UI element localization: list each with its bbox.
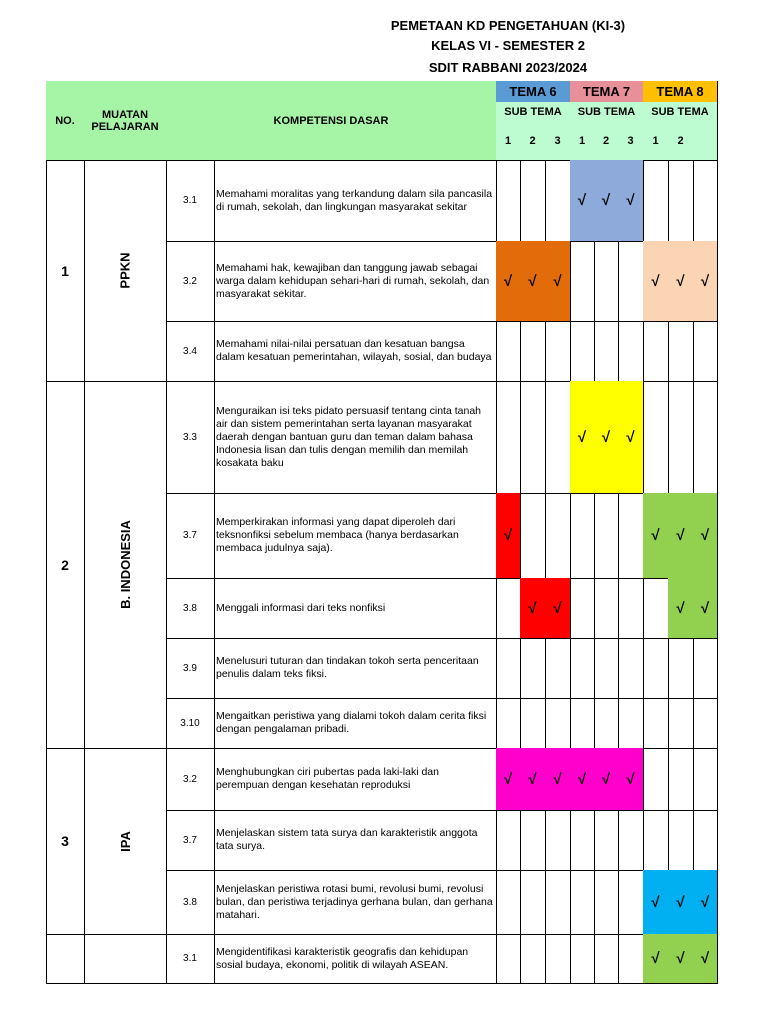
empty-cell [643,638,669,699]
empty-cell [520,321,546,382]
empty-cell [545,381,571,494]
empty-cell [496,638,521,699]
empty-cell [668,160,694,242]
sub-tema-number [693,121,718,161]
subject-label: PPKN [117,252,133,289]
kd-description: Memahami nilai-nilai persatuan dan kesatuan bangsa dalam kesatuan pemerintahan, wilayah, sosial, dan budaya [214,321,497,382]
empty-cell [668,381,694,494]
kd-code: 3.2 [166,748,215,811]
empty-cell [693,321,718,382]
kd-description: Mengaitkan peristiwa yang dialami tokoh dalam cerita fiksi dengan pengalaman pribadi. [214,698,497,749]
kd-code: 3.1 [166,160,215,242]
empty-cell [496,578,521,639]
check-mark: √ [496,748,521,811]
subject-name [84,160,167,382]
kd-description: Menjelaskan peristiwa rotasi bumi, revolusi bumi, revolusi bulan, dan peristiwa terjadinya gerhana bulan, dan gerhana matahari. [214,870,497,935]
check-mark: √ [693,241,718,322]
check-mark: √ [594,160,619,242]
empty-cell [520,934,546,984]
subject-name [84,934,167,984]
group-number [46,934,85,984]
empty-cell [520,870,546,935]
column-header-muatan: MUATAN PELAJARAN [84,81,167,161]
group-number: 3 [46,748,85,935]
check-mark: √ [693,578,718,639]
empty-cell [643,321,669,382]
group-number: 1 [46,160,85,382]
empty-cell [668,810,694,871]
empty-cell [618,698,644,749]
empty-cell [594,810,619,871]
empty-cell [520,638,546,699]
check-mark: √ [594,748,619,811]
kd-description: Memahami moralitas yang terkandung dalam sila pancasila di rumah, sekolah, dan lingkungan masyarakat sekitar [214,160,497,242]
empty-cell [618,321,644,382]
sub-tema-number: 1 [570,121,595,161]
empty-cell [643,381,669,494]
kd-description: Mengidentifikasi karakteristik geografis dan kehidupan sosial budaya, ekonomi, politik di wilayah ASEAN. [214,934,497,984]
tema-header: TEMA 6 [496,81,571,103]
empty-cell [545,638,571,699]
sub-tema-number: 3 [545,121,571,161]
group-number: 2 [46,381,85,749]
empty-cell [643,698,669,749]
empty-cell [570,493,595,579]
empty-cell [570,810,595,871]
kd-description: Menghubungkan ciri pubertas pada laki-laki dan perempuan dengan kesehatan reproduksi [214,748,497,811]
empty-cell [618,578,644,639]
empty-cell [668,748,694,811]
tema-header: TEMA 7 [570,81,644,103]
sub-tema-header: SUB TEMA [570,102,644,122]
empty-cell [545,810,571,871]
check-mark: √ [693,934,718,984]
empty-cell [668,698,694,749]
kd-code: 3.2 [166,241,215,322]
empty-cell [693,748,718,811]
check-mark: √ [520,578,546,639]
column-header-no: NO. [46,81,85,161]
check-mark: √ [520,241,546,322]
empty-cell [570,578,595,639]
check-mark: √ [643,241,669,322]
empty-cell [594,578,619,639]
empty-cell [643,810,669,871]
check-mark: √ [693,870,718,935]
empty-cell [618,934,644,984]
empty-cell [643,160,669,242]
column-header-kompetensi: KOMPETENSI DASAR [166,81,497,161]
empty-cell [496,160,521,242]
class-semester-label: KELAS VI - SEMESTER 2 [431,38,585,53]
empty-cell [570,870,595,935]
empty-cell [496,381,521,494]
check-mark: √ [643,493,669,579]
check-mark: √ [545,578,571,639]
empty-cell [496,698,521,749]
empty-cell [693,810,718,871]
empty-cell [618,241,644,322]
tema-header: TEMA 8 [643,81,718,103]
empty-cell [496,870,521,935]
check-mark: √ [618,381,644,494]
empty-cell [496,810,521,871]
school-year-label: SDIT RABBANI 2023/2024 [428,60,588,75]
kd-code: 3.3 [166,381,215,494]
empty-cell [693,638,718,699]
check-mark: √ [545,241,571,322]
kd-code: 3.8 [166,578,215,639]
check-mark: √ [643,934,669,984]
empty-cell [570,321,595,382]
empty-cell [693,160,718,242]
empty-cell [594,493,619,579]
empty-cell [545,934,571,984]
check-mark: √ [570,381,595,494]
sub-tema-number: 2 [594,121,619,161]
empty-cell [545,870,571,935]
empty-cell [570,638,595,699]
empty-cell [545,698,571,749]
sub-tema-header: SUB TEMA [496,102,571,122]
kd-code: 3.7 [166,810,215,871]
empty-cell [545,321,571,382]
empty-cell [520,493,546,579]
check-mark: √ [594,381,619,494]
empty-cell [594,934,619,984]
kd-code: 3.10 [166,698,215,749]
kd-description: Menjelaskan sistem tata surya dan karakteristik anggota tata surya. [214,810,497,871]
empty-cell [545,160,571,242]
kd-description: Menelusuri tuturan dan tindakan tokoh serta penceritaan penulis dalam teks fiksi. [214,638,497,699]
empty-cell [668,321,694,382]
check-mark: √ [570,160,595,242]
kd-code: 3.8 [166,870,215,935]
subject-label: IPA [117,830,133,852]
check-mark: √ [668,934,694,984]
check-mark: √ [496,493,521,579]
empty-cell [570,698,595,749]
kd-description: Memperkirakan informasi yang dapat diperoleh dari teksnonfiksi sebelum membaca (hanya berdasarkan membaca judulnya saja). [214,493,497,579]
check-mark: √ [668,493,694,579]
empty-cell [618,493,644,579]
check-mark: √ [693,493,718,579]
document-title: PEMETAAN KD PENGETAHUAN (KI-3) [390,18,626,33]
sub-tema-number: 2 [668,121,694,161]
empty-cell [496,934,521,984]
check-mark: √ [520,748,546,811]
empty-cell [618,870,644,935]
empty-cell [570,934,595,984]
check-mark: √ [618,748,644,811]
empty-cell [668,638,694,699]
empty-cell [520,810,546,871]
empty-cell [643,748,669,811]
subject-label: B. INDONESIA [117,520,133,609]
empty-cell [520,160,546,242]
empty-cell [594,870,619,935]
check-mark: √ [496,241,521,322]
empty-cell [693,381,718,494]
empty-cell [496,321,521,382]
empty-cell [570,241,595,322]
empty-cell [520,698,546,749]
sub-tema-number: 3 [618,121,644,161]
kd-code: 3.9 [166,638,215,699]
check-mark: √ [668,241,694,322]
empty-cell [643,578,669,639]
empty-cell [618,810,644,871]
check-mark: √ [668,578,694,639]
empty-cell [545,493,571,579]
sub-tema-number: 1 [643,121,669,161]
sub-tema-number: 2 [520,121,546,161]
subject-name [84,748,167,935]
empty-cell [618,638,644,699]
kd-code: 3.1 [166,934,215,984]
kd-description: Menguraikan isi teks pidato persuasif tentang cinta tanah air dan sistem pemerintahan serta layanan masyarakat daerah dengan bantuan guru dan teman dalam bahasa Indonesia lisan dan tulis dengan memilih dan memilah kosakata baku [214,381,497,494]
check-mark: √ [570,748,595,811]
check-mark: √ [668,870,694,935]
check-mark: √ [545,748,571,811]
sub-tema-number: 1 [496,121,521,161]
empty-cell [594,698,619,749]
empty-cell [693,698,718,749]
kd-description: Memahami hak, kewajiban dan tanggung jawab sebagai warga dalam kehidupan sehari-hari di rumah, sekolah, dan masyarakat sekitar. [214,241,497,322]
check-mark: √ [618,160,644,242]
empty-cell [594,321,619,382]
kd-description: Menggali informasi dari teks nonfiksi [214,578,497,639]
kd-code: 3.7 [166,493,215,579]
empty-cell [520,381,546,494]
subject-name [84,381,167,749]
check-mark: √ [643,870,669,935]
kd-code: 3.4 [166,321,215,382]
empty-cell [594,638,619,699]
sub-tema-header: SUB TEMA [643,102,718,122]
empty-cell [594,241,619,322]
